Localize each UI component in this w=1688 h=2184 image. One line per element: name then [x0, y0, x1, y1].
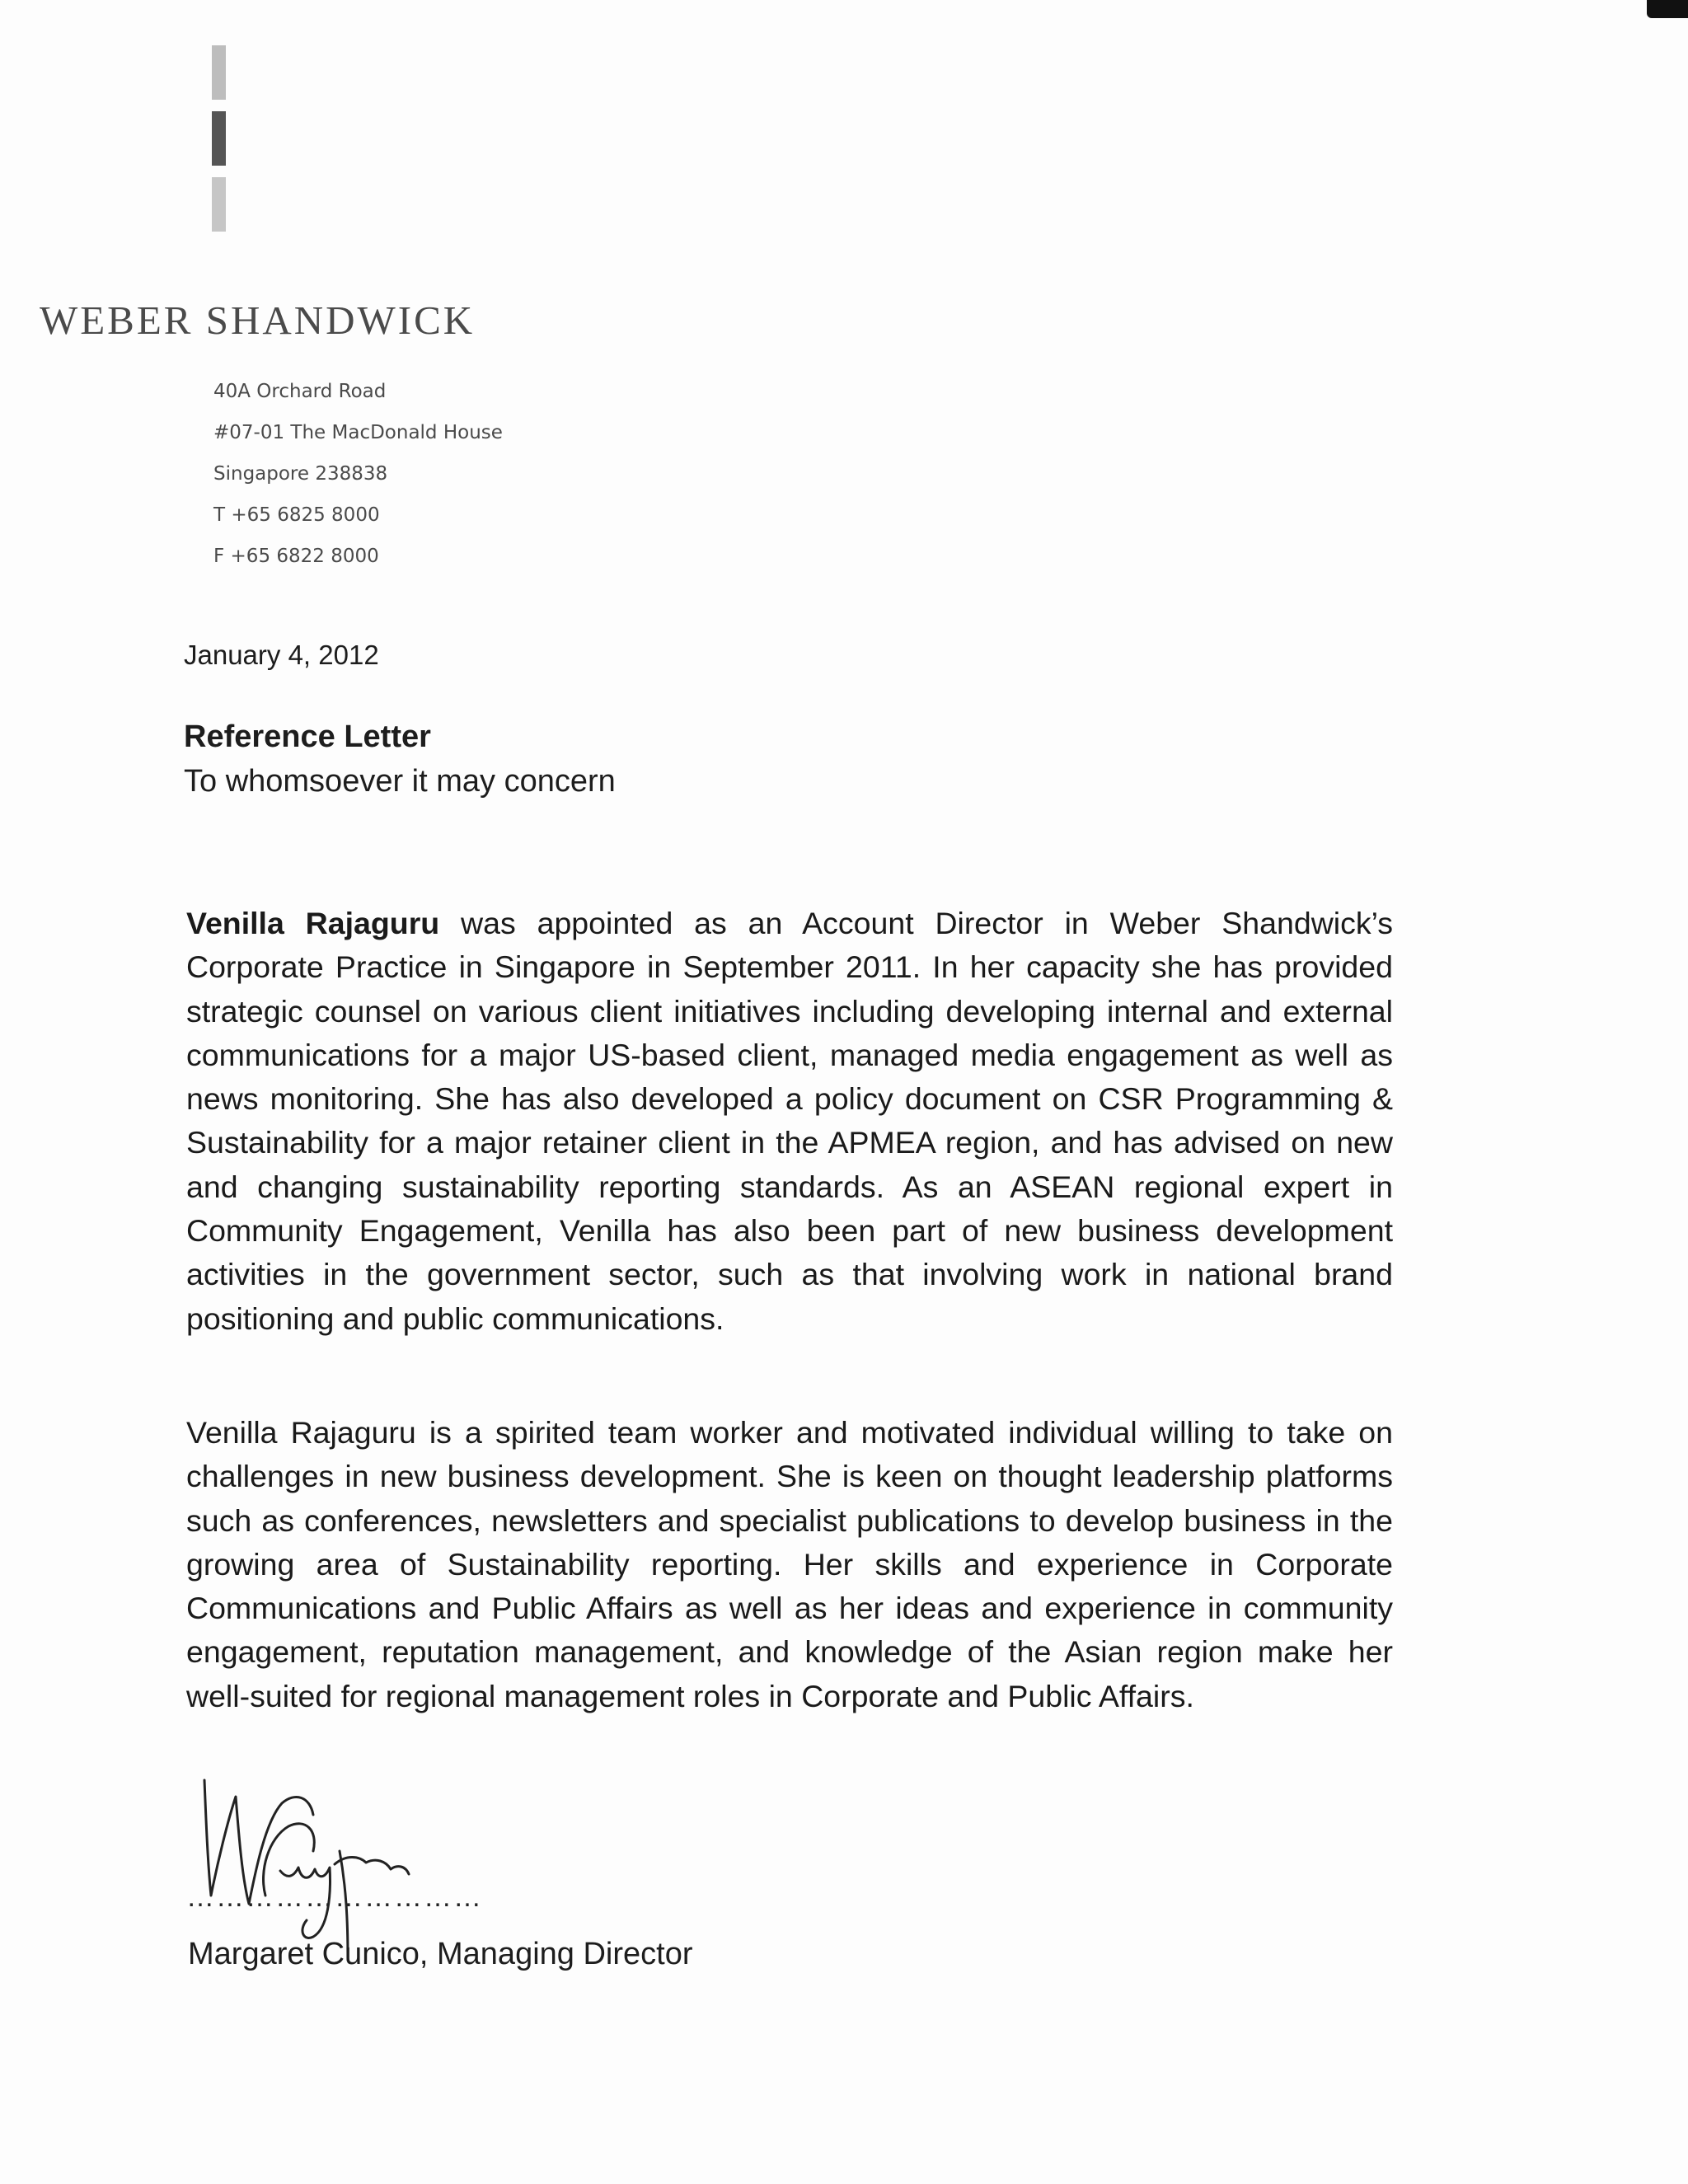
address-line: Singapore 238838	[213, 463, 388, 485]
company-address	[213, 371, 503, 577]
signature-line: …………………………	[186, 1882, 483, 1913]
candidate-name: Venilla Rajaguru	[186, 906, 440, 940]
phone-line: T +65 6825 8000	[213, 504, 380, 526]
signatory-name: Margaret Cunico, Managing Director	[188, 1937, 693, 1971]
scan-artifact	[1647, 0, 1688, 18]
logo-bar-bottom	[212, 177, 226, 232]
body-paragraph-1	[186, 902, 1393, 1341]
letter-salutation: To whomsoever it may concern	[184, 764, 616, 799]
letter-subject: Reference Letter	[184, 719, 431, 754]
fax-line: F +65 6822 8000	[213, 546, 379, 567]
paragraph-1-text: was appointed as an Account Director in Weber Shandwick’s Corporate Practice in Singapore in September 2011. In her capacity she has provided strategic counsel on various client initiatives including developing internal and external communications for a major US-based client, managed media engagement as well as news monitoring. She has also developed a policy document on CSR Programming & Sustainability for a major retainer client in the APMEA region, and has advised on new and changing sustainability reporting standards. As an ASEAN regional expert in Community Engagement, Venilla has also been part of new business development activities in the government sector, such as that involving work in national brand positioning and public communications.	[186, 906, 1394, 1336]
logo-bars-icon	[212, 45, 226, 243]
company-name: WEBER SHANDWICK	[40, 298, 476, 343]
body-paragraph-2: Venilla Rajaguru is a spirited team worker and motivated individual willing to take on challenges in new business development. She is keen on thought leadership platforms such as conferences, newsletters and specialist publications to develop business in the growing area of Sustainability reporting. Her skills and experience in Corporate Communications and Public Affairs as well as her ideas and experience in community engagement, reputation management, and knowledge of the Asian region make her well-suited for regional management roles in Corporate and Public Affairs.	[186, 1415, 1393, 1713]
signature-icon	[190, 1772, 536, 1961]
logo-bar-middle	[212, 111, 226, 166]
address-line: #07-01 The MacDonald House	[213, 422, 503, 443]
address-line: 40A Orchard Road	[213, 381, 387, 402]
letter-date: January 4, 2012	[184, 640, 379, 670]
logo-bar-top	[212, 45, 226, 100]
